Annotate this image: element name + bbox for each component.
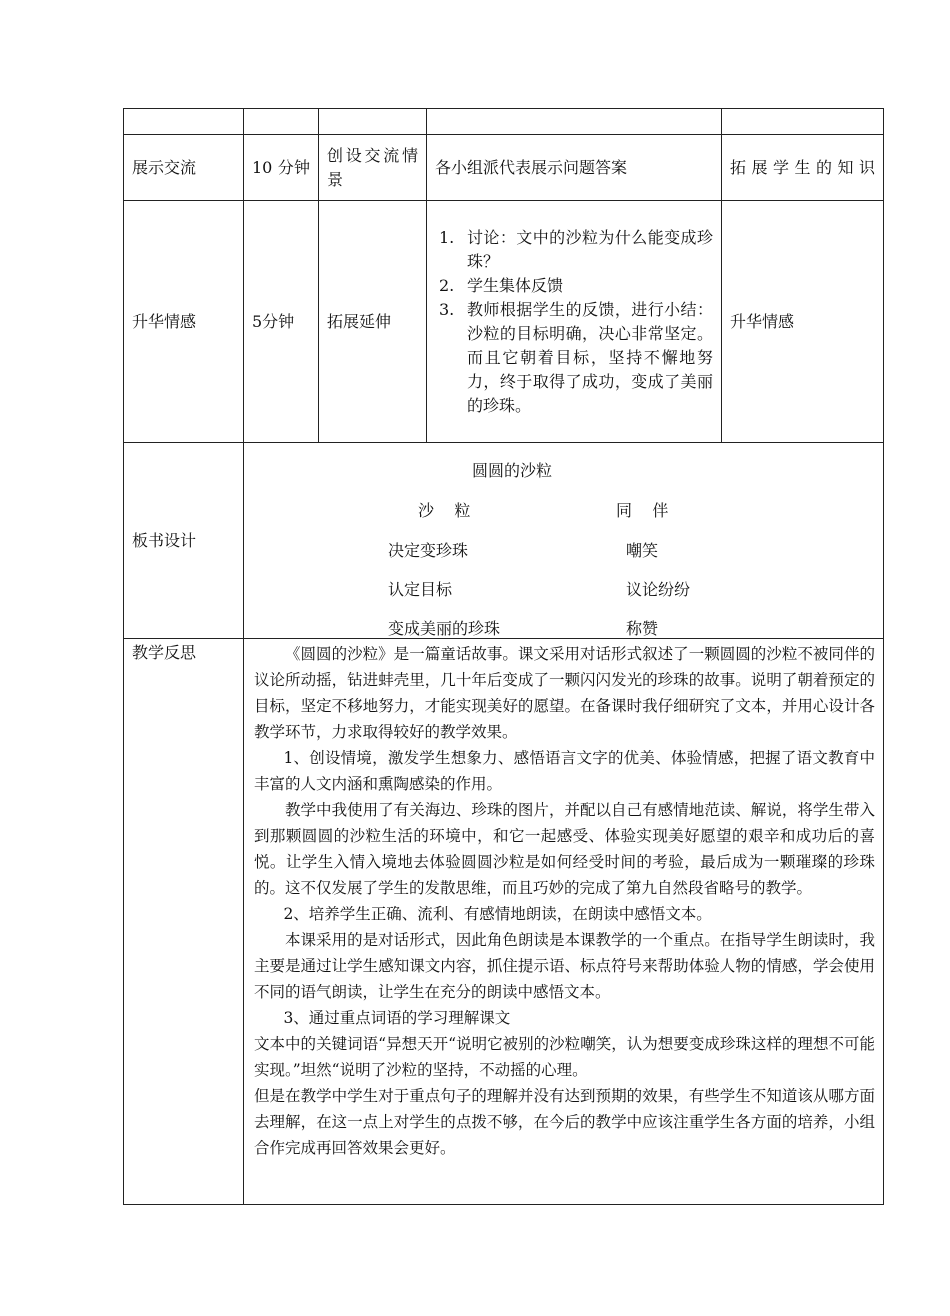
board-left-item: 决定变珍珠 (388, 541, 469, 560)
reflection-paragraph: 3、通过重点词语的学习理解课文 (283, 1009, 511, 1027)
reflection-paragraph: 本课采用的是对话形式，因此角色朗读是本课教学的一个重点。在指导学生朗读时，我主要是通过让学生感知课文内容，抓住提示语、标点符号来帮助体验人物的情感，学会使用不同的语气朗读，让学生在充分的朗读中感悟文本。 (254, 931, 875, 1001)
board-title: 圆圆的沙粒 (472, 461, 553, 480)
reflection-paragraph: 2、培养学生正确、流利、有感情地朗读，在朗读中感悟文本。 (283, 905, 712, 923)
row-teaching-reflection (124, 639, 884, 1205)
board-left-item: 变成美丽的珍珠 (388, 619, 501, 638)
board-design (244, 443, 883, 638)
board-left-head: 沙 粒 (418, 501, 471, 520)
empty-cell (124, 109, 244, 135)
purpose-cell: 拓展学生的知识 (722, 135, 884, 201)
time-cell: 5分钟 (244, 201, 319, 443)
reflection-cell (244, 639, 884, 1205)
link-cell: 拓展延伸 (319, 201, 427, 443)
list-item: 1. 讨论：文中的沙粒为什么能变成珍珠？ (439, 227, 713, 271)
empty-cell (244, 109, 319, 135)
empty-cell (427, 109, 722, 135)
reflection-paragraph: 但是在教学中学生对于重点句子的理解并没有达到预期的效果，有些学生不知道该从哪方面去理解，在这一点上对学生的点拨不够，在今后的教学中应该注重学生各方面的培养，小组合作完成再回答效果会更好。 (254, 1087, 875, 1157)
activity-cell (427, 201, 722, 443)
board-right-item: 嘲笑 (626, 541, 659, 560)
link-cell: 创设交流情景 (319, 135, 427, 201)
board-right-item: 称赞 (626, 619, 659, 638)
time-cell: 10 分钟 (244, 135, 319, 201)
empty-cell (722, 109, 884, 135)
reflection-paragraph: 1、创设情境，激发学生想象力、感悟语言文字的优美、体验情感，把握了语文教育中丰富的人文内涵和熏陶感染的作用。 (254, 749, 875, 793)
reflection-paragraph: 《圆圆的沙粒》是一篇童话故事。课文采用对话形式叙述了一颗圆圆的沙粒不被同伴的议论所动摇，钻进蚌壳里，几十年后变成了一颗闪闪发光的珍珠的故事。说明了朝着预定的目标，坚定不移地努力，才能实现美好的愿望。在备课时我仔细研究了文本，并用心设计各教学环节，力求取得较好的教学效果。 (254, 645, 875, 741)
purpose-cell: 升华情感 (722, 201, 884, 443)
row-board-design (124, 443, 884, 639)
row-exhibit-exchange (124, 135, 884, 201)
row-sublimate-emotion (124, 201, 884, 443)
section-label: 展示交流 (124, 135, 244, 201)
empty-header-row (124, 109, 884, 135)
list-item: 2. 学生集体反馈 (439, 275, 564, 295)
activity-cell: 各小组派代表展示问题答案 (427, 135, 722, 201)
board-right-head: 同 伴 (616, 501, 669, 520)
board-right-item: 议论纷纷 (626, 580, 691, 599)
section-label: 教学反思 (124, 639, 244, 1205)
reflection-paragraph: 文本中的关键词语“异想天开“说明它被别的沙粒嘲笑，认为想要变成珍珠这样的理想不可能实现。”坦然“说明了沙粒的坚持，不动摇的心理。 (254, 1035, 875, 1079)
board-design-cell (244, 443, 884, 639)
lesson-plan-table (123, 108, 884, 1205)
list-item: 3. 教师根据学生的反馈，进行小结：沙粒的目标明确，决心非常坚定。而且它朝着目标，坚持不懈地努力，终于取得了成功，变成了美丽的珍珠。 (439, 299, 713, 415)
reflection-paragraph: 教学中我使用了有关海边、珍珠的图片，并配以自己有感情地范读、解说，将学生带入到那颗圆圆的沙粒生活的环境中，和它一起感受、体验实现美好愿望的艰辛和成功后的喜悦。让学生入情入境地去体验圆圆沙粒是如何经受时间的考验，最后成为一颗璀璨的珍珠的。这不仅发展了学生的发散思维，而且巧妙的完成了第九自然段省略号的教学。 (254, 801, 875, 897)
empty-cell (319, 109, 427, 135)
section-label: 升华情感 (124, 201, 244, 443)
section-label: 板书设计 (124, 443, 244, 639)
activity-steps (435, 226, 713, 418)
board-left-item: 认定目标 (388, 580, 453, 599)
